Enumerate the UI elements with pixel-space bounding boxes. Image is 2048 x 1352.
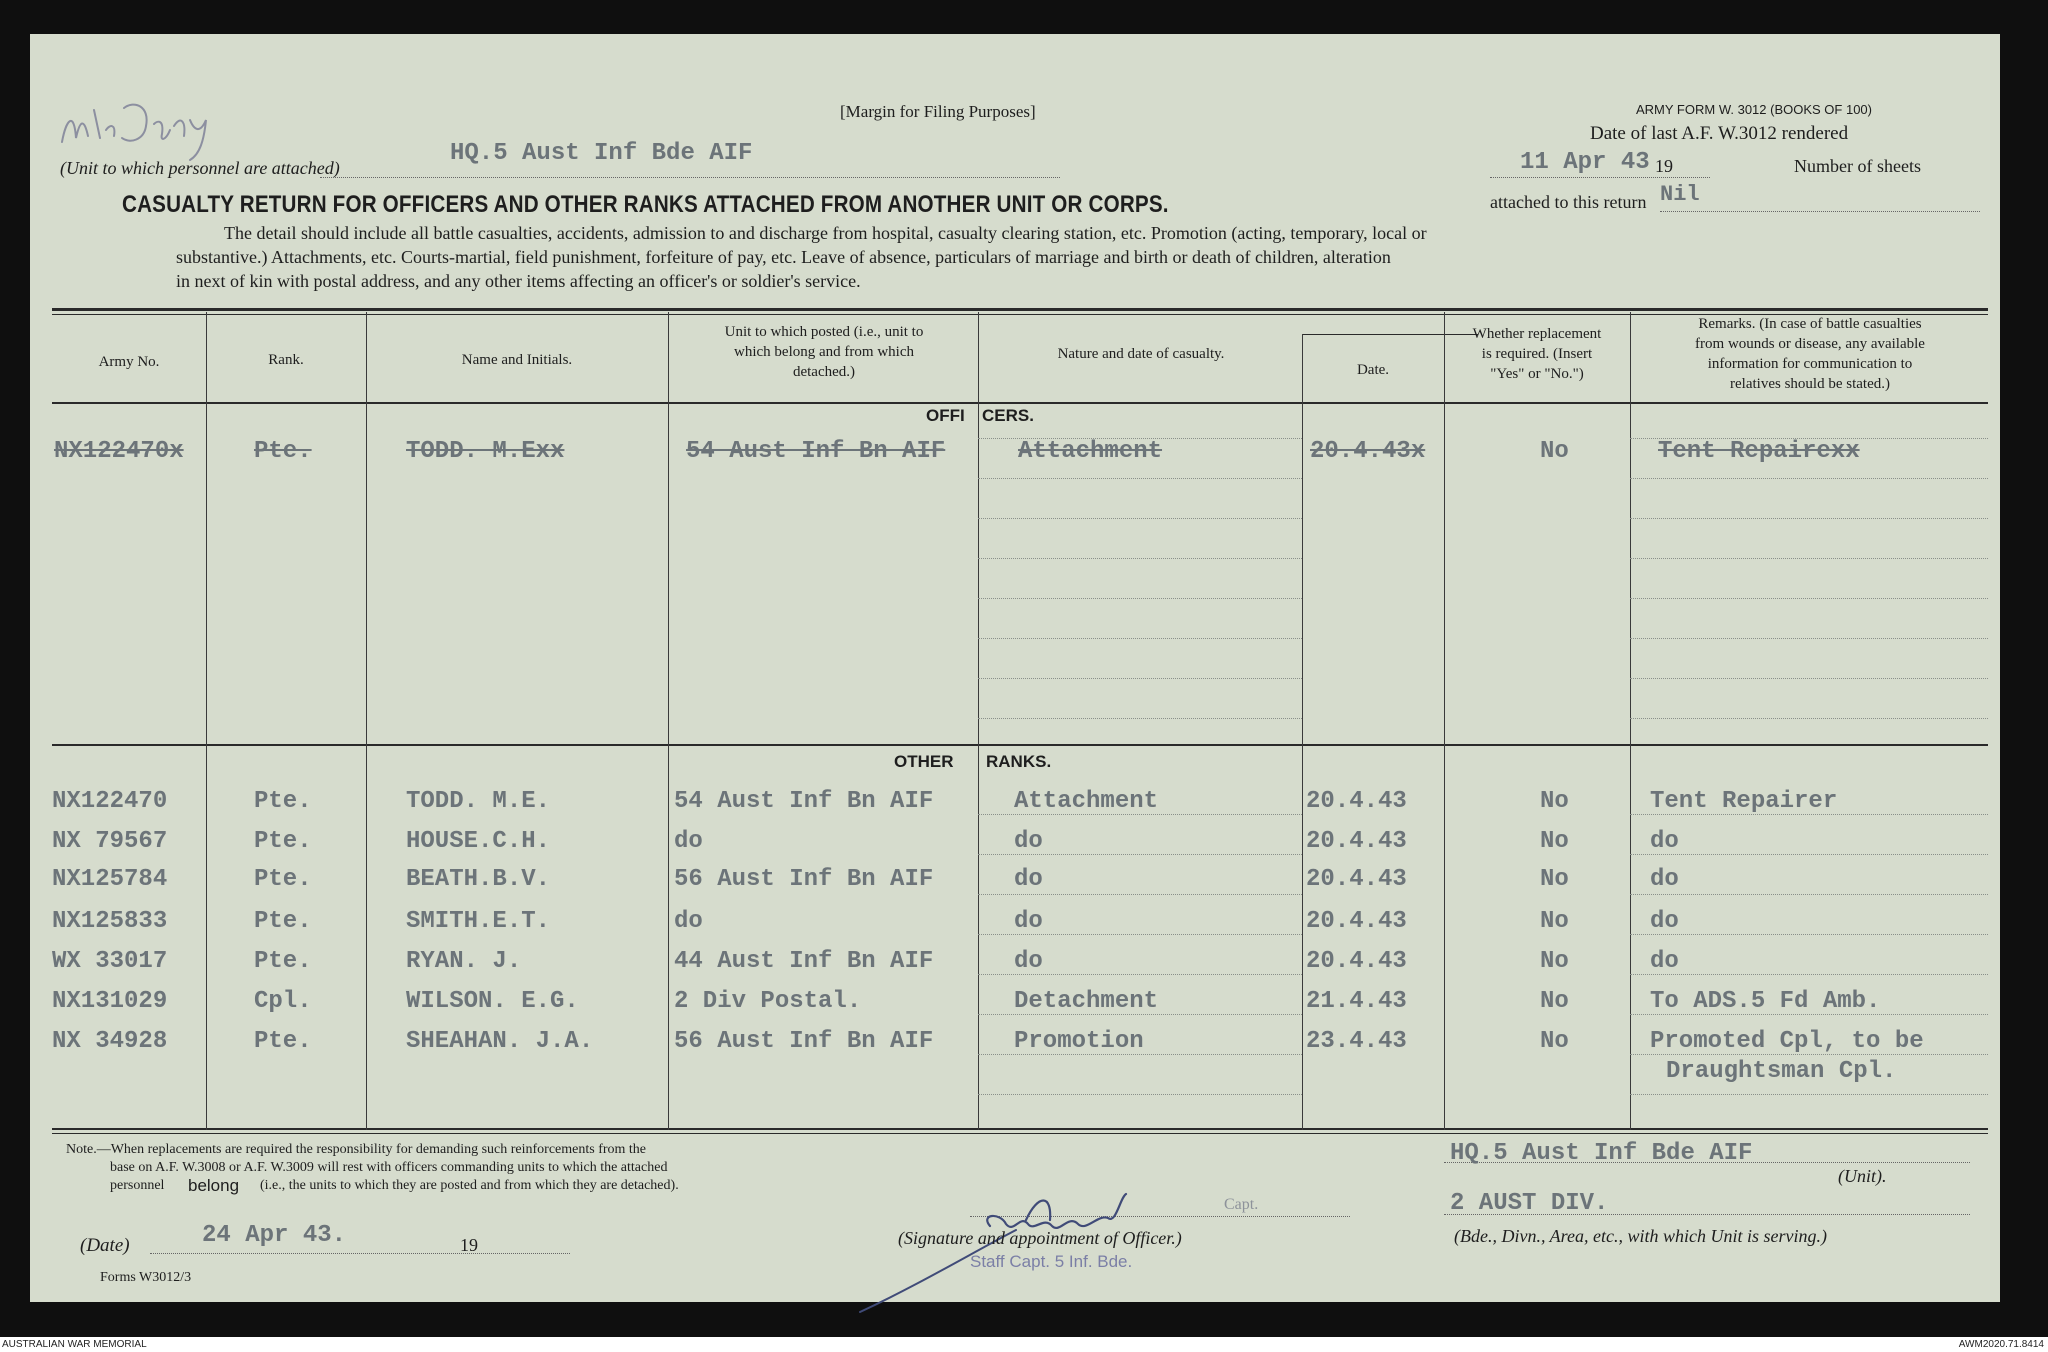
cell-rank: Pte. <box>254 948 312 975</box>
remarks-ruling <box>1630 518 1988 519</box>
cell-name: TODD. M.E. <box>406 788 551 815</box>
cell-unit: do <box>674 908 703 935</box>
cell-remarks: To ADS.5 Fd Amb. <box>1650 988 1881 1015</box>
cell-name: WILSON. E.G. <box>406 988 579 1015</box>
struck-replacement: No <box>1540 438 1569 465</box>
officers-label-a: OFFI <box>926 406 965 425</box>
form-id: ARMY FORM W. 3012 (BOOKS OF 100) <box>1636 102 1872 117</box>
header-replacement-2: is required. (Insert <box>1481 346 1593 362</box>
cell-name: SMITH.E.T. <box>406 908 551 935</box>
remarks-ruling <box>1630 718 1988 719</box>
cell-army-no: NX122470 <box>52 788 168 815</box>
nature-ruling <box>978 638 1302 639</box>
note-line-2: base on A.F. W.3008 or A.F. W.3009 will rest with officers commanding units to which the attached <box>110 1160 668 1175</box>
header-remarks-2: from wounds or disease, any available <box>1695 336 1925 352</box>
cell-rank: Pte. <box>254 828 312 855</box>
date-year: 19 <box>460 1235 478 1255</box>
remarks-ruling <box>1630 558 1988 559</box>
struck-rank: Pte. <box>254 438 312 465</box>
remarks-ruling <box>1630 478 1988 479</box>
cell-name: SHEAHAN. J.A. <box>406 1028 594 1055</box>
header-army-no: Army No. <box>98 354 160 370</box>
archive-id: AWM2020.71.8414 <box>1958 1339 2044 1350</box>
cell-nature: Promotion <box>1014 1028 1144 1055</box>
unit-label: (Unit). <box>1838 1166 1887 1186</box>
nature-ruling <box>978 814 1302 815</box>
nature-ruling <box>978 1014 1302 1015</box>
form-title: CASUALTY RETURN FOR OFFICERS AND OTHER RANKS ATTACHED FROM ANOTHER UNIT OR CORPS. <box>122 191 1169 218</box>
other-ranks-label-a: OTHER <box>894 752 954 771</box>
casualty-return-form <box>30 34 2000 1302</box>
cell-date: 20.4.43 <box>1306 908 1407 935</box>
cell-remarks-continued: Draughtsman Cpl. <box>1666 1058 1897 1085</box>
cell-rank: Cpl. <box>254 988 312 1015</box>
header-replacement-3: "Yes" or "No.") <box>1490 366 1584 382</box>
cell-date: 23.4.43 <box>1306 1028 1407 1055</box>
header-name: Name and Initials. <box>461 352 573 368</box>
signature-label: (Signature and appointment of Officer.) <box>898 1228 1182 1248</box>
struck-remarks: Tent Repairexx <box>1658 438 1860 465</box>
attached-label: attached to this return <box>1490 192 1647 212</box>
cell-army-no: NX 34928 <box>52 1028 168 1055</box>
cell-army-no: NX125833 <box>52 908 168 935</box>
archive-footer <box>0 1337 2048 1352</box>
instructions-line-2: substantive.) Attachments, etc. Courts-martial, field punishment, forfeiture of pay, etc. Leave of absence, particulars of marriage and birth or death of children, alteration <box>176 247 1391 267</box>
cell-unit: 56 Aust Inf Bn AIF <box>674 866 934 893</box>
last-return-date: 11 Apr 43 <box>1520 149 1650 176</box>
cell-unit: 54 Aust Inf Bn AIF <box>674 788 934 815</box>
cell-replacement: No <box>1540 948 1569 975</box>
handwritten-margin-note <box>54 80 254 170</box>
cell-unit: do <box>674 828 703 855</box>
bde-label: (Bde., Divn., Area, etc., with which Unit is serving.) <box>1454 1226 1827 1246</box>
cell-army-no: NX 79567 <box>52 828 168 855</box>
cell-rank: Pte. <box>254 866 312 893</box>
forms-code: Forms W3012/3 <box>100 1270 192 1285</box>
remarks-ruling <box>1630 854 1988 855</box>
cell-replacement: No <box>1540 788 1569 815</box>
struck-unit: 54 Aust Inf Bn AIF <box>686 438 946 465</box>
cell-rank: Pte. <box>254 908 312 935</box>
cell-replacement: No <box>1540 988 1569 1015</box>
cell-remarks: do <box>1650 866 1679 893</box>
cell-nature: do <box>1014 828 1043 855</box>
cell-name: BEATH.B.V. <box>406 866 551 893</box>
remarks-ruling <box>1630 598 1988 599</box>
header-remarks-1: Remarks. (In case of battle casualties <box>1698 316 1922 332</box>
cell-remarks: Promoted Cpl, to be <box>1650 1028 1924 1055</box>
nature-ruling <box>978 558 1302 559</box>
cell-name: RYAN. J. <box>406 948 522 975</box>
struck-nature: Attachment <box>1018 438 1163 465</box>
cell-unit: 56 Aust Inf Bn AIF <box>674 1028 934 1055</box>
other-ranks-label-b: RANKS. <box>986 752 1052 771</box>
header-nature: Nature and date of casualty. <box>1057 346 1225 362</box>
nature-ruling <box>978 894 1302 895</box>
nature-ruling <box>978 518 1302 519</box>
note-line-3: personnel <box>110 1178 165 1193</box>
sheets-label: Number of sheets <box>1794 156 1921 176</box>
cell-replacement: No <box>1540 1028 1569 1055</box>
margin-note: [Margin for Filing Purposes] <box>840 102 1036 121</box>
nature-ruling <box>978 1094 1302 1095</box>
cell-date: 20.4.43 <box>1306 788 1407 815</box>
remarks-ruling <box>1630 638 1988 639</box>
remarks-ruling <box>1630 814 1988 815</box>
unit-attached-value: HQ.5 Aust Inf Bde AIF <box>450 140 753 167</box>
cell-remarks: Tent Repairer <box>1650 788 1838 815</box>
remarks-ruling <box>1630 1054 1988 1055</box>
remarks-ruling <box>1630 438 1988 439</box>
header-rank: Rank. <box>268 352 304 368</box>
header-unit-posted-2: which belong and from which <box>734 344 914 360</box>
cell-nature: Attachment <box>1014 788 1159 815</box>
cell-army-no: WX 33017 <box>52 948 168 975</box>
nature-ruling <box>978 438 1302 439</box>
archive-name: AUSTRALIAN WAR MEMORIAL <box>2 1339 147 1350</box>
return-date: 24 Apr 43. <box>202 1222 347 1249</box>
cell-date: 21.4.43 <box>1306 988 1407 1015</box>
remarks-ruling <box>1630 974 1988 975</box>
date-label: (Date) <box>80 1235 130 1256</box>
cell-date: 20.4.43 <box>1306 948 1407 975</box>
year-prefix: 19 <box>1655 156 1673 176</box>
nature-ruling <box>978 718 1302 719</box>
header-unit-posted-3: detached.) <box>792 364 856 380</box>
cell-nature: do <box>1014 866 1043 893</box>
note-line-3-belong: belong <box>188 1176 240 1195</box>
instructions-line-3: in next of kin with postal address, and any other items affecting an officer's or soldier's service. <box>176 271 861 291</box>
cell-remarks: do <box>1650 828 1679 855</box>
instructions-line-1: The detail should include all battle casualties, accidents, admission to and discharge from hospital, casualty clearing station, etc. Promotion (acting, temporary, local or <box>224 223 1427 243</box>
cell-replacement: No <box>1540 828 1569 855</box>
bde-value: 2 AUST DIV. <box>1450 1190 1609 1217</box>
cell-date: 20.4.43 <box>1306 866 1407 893</box>
nature-ruling <box>978 934 1302 935</box>
remarks-ruling <box>1630 894 1988 895</box>
unit-attached-label: (Unit to which personnel are attached) <box>60 158 340 178</box>
cell-name: HOUSE.C.H. <box>406 828 551 855</box>
cell-army-no: NX125784 <box>52 866 168 893</box>
cell-replacement: No <box>1540 866 1569 893</box>
cell-remarks: do <box>1650 948 1679 975</box>
header-remarks-3: information for communication to <box>1707 356 1913 372</box>
header-replacement-1: Whether replacement <box>1472 326 1602 342</box>
unit-value: HQ.5 Aust Inf Bde AIF <box>1450 1140 1753 1167</box>
cell-date: 20.4.43 <box>1306 828 1407 855</box>
header-remarks-4: relatives should be stated.) <box>1730 376 1890 392</box>
cell-nature: do <box>1014 948 1043 975</box>
header-date: Date. <box>1356 362 1390 378</box>
capt-label: Capt. <box>1224 1196 1259 1213</box>
remarks-ruling <box>1630 934 1988 935</box>
struck-army-no: NX122470x <box>54 438 184 465</box>
header-unit-posted-1: Unit to which posted (i.e., unit to <box>724 324 924 340</box>
staff-capt-stamp: Staff Capt. 5 Inf. Bde. <box>970 1252 1133 1271</box>
nature-ruling <box>978 854 1302 855</box>
attached-value: Nil <box>1660 182 1700 207</box>
cell-unit: 2 Div Postal. <box>674 988 862 1015</box>
nature-ruling <box>978 598 1302 599</box>
struck-date: 20.4.43x <box>1310 438 1426 465</box>
cell-unit: 44 Aust Inf Bn AIF <box>674 948 934 975</box>
cell-nature: Detachment <box>1014 988 1159 1015</box>
struck-name: TODD. M.Exx <box>406 438 565 465</box>
remarks-ruling <box>1630 1014 1988 1015</box>
note-line-3-rest: (i.e., the units to which they are posted and from which they are detached). <box>260 1178 679 1193</box>
cell-army-no: NX131029 <box>52 988 168 1015</box>
nature-ruling <box>978 678 1302 679</box>
nature-ruling <box>978 478 1302 479</box>
cell-rank: Pte. <box>254 1028 312 1055</box>
remarks-ruling <box>1630 1094 1988 1095</box>
cell-replacement: No <box>1540 908 1569 935</box>
nature-ruling <box>978 1054 1302 1055</box>
cell-nature: do <box>1014 908 1043 935</box>
cell-rank: Pte. <box>254 788 312 815</box>
officers-label-b: CERS. <box>982 406 1034 425</box>
note-line-1: Note.—When replacements are required the responsibility for demanding such reinforcements from the <box>66 1142 647 1157</box>
last-rendered-label: Date of last A.F. W.3012 rendered <box>1590 123 1849 144</box>
nature-ruling <box>978 974 1302 975</box>
cell-remarks: do <box>1650 908 1679 935</box>
remarks-ruling <box>1630 678 1988 679</box>
